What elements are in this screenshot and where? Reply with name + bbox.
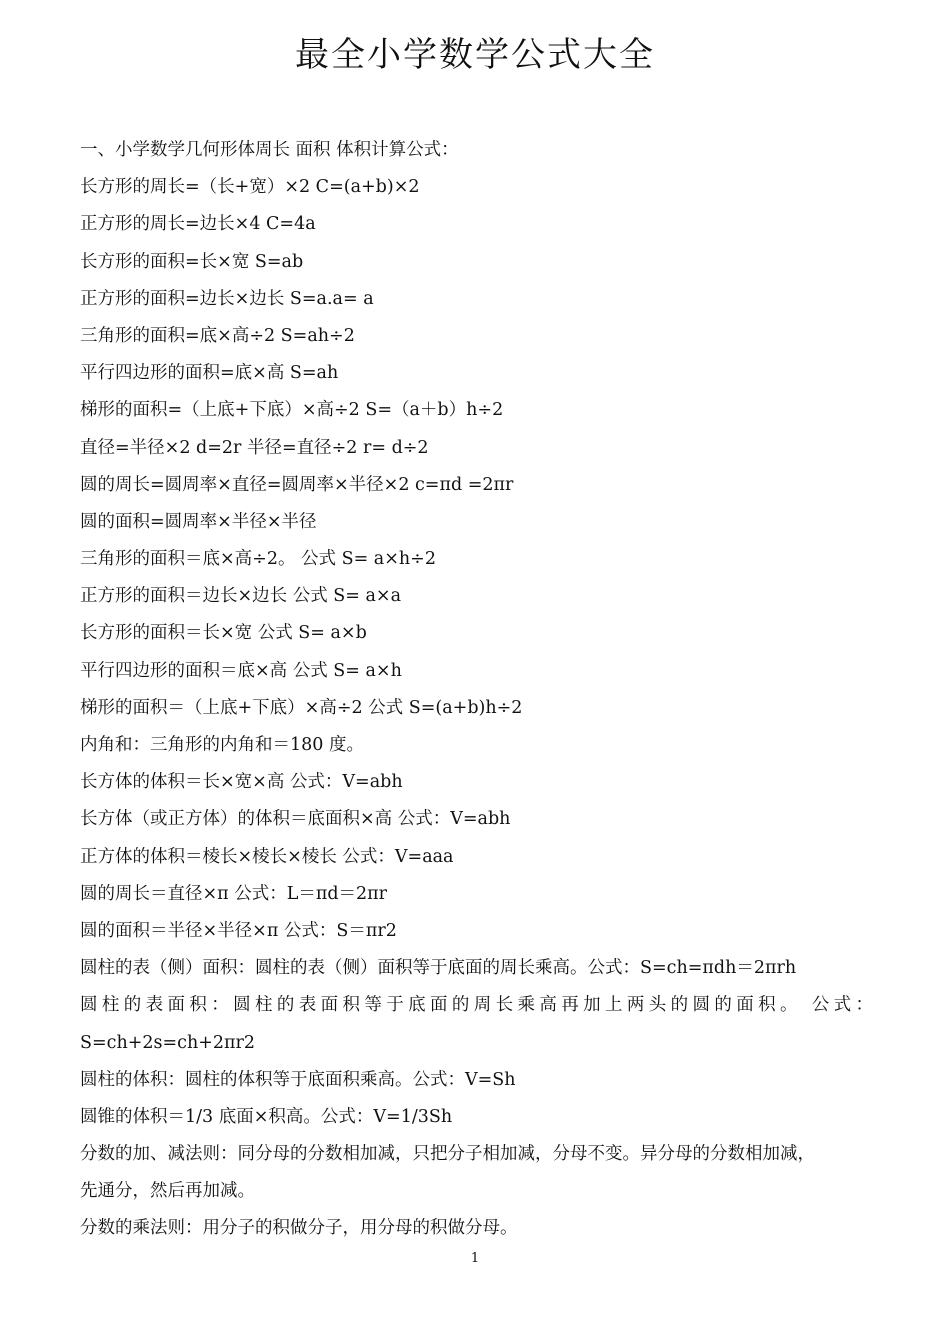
formula-line: 长方体的体积＝长×宽×高 公式：V=abh (80, 772, 403, 793)
page-number: 1 (470, 1251, 480, 1266)
formula-line: 长方形的面积＝长×宽 公式 S= a×b (80, 623, 367, 644)
formula-line: 平行四边形的面积＝底×高 公式 S= a×h (80, 660, 402, 681)
formula-line: 长方形的周长=（长+宽）×2 C=(a+b)×2 (80, 177, 420, 198)
formula-line: 分数的加、减法则：同分母的分数相加减，只把分子相加减，分母不变。异分母的分数相加减， (80, 1144, 815, 1165)
formula-line: 圆柱的表（侧）面积：圆柱的表（侧）面积等于底面的周长乘高。公式：S=ch=πdh＝2πrh (80, 958, 797, 979)
formula-line: 圆的面积＝半径×半径×π 公式：S＝πr2 (80, 920, 397, 941)
formula-line: 圆的周长＝直径×π 公式：L＝πd＝2πr (80, 883, 388, 904)
formula-line: 先通分，然后再加减。 (80, 1181, 255, 1202)
page-title: 最全小学数学公式大全 (295, 35, 655, 75)
formula-line: 圆锥的体积＝1/3 底面×积高。公式：V=1/3Sh (80, 1106, 453, 1127)
formula-line: 圆的面积=圆周率×半径×半径 (80, 511, 317, 532)
formula-line: 直径=半径×2 d=2r 半径=直径÷2 r= d÷2 (80, 437, 429, 458)
formula-line: 长方形的面积=长×宽 S=ab (80, 251, 304, 272)
formula-line: 圆柱的表面积：圆柱的表面积等于底面的周长乘高再加上两头的圆的面积。 公式： (80, 995, 875, 1016)
formula-line: 圆的周长=圆周率×直径=圆周率×半径×2 c=πd =2πr (80, 474, 514, 495)
formula-line: 梯形的面积＝（上底+下底）×高÷2 公式 S=(a+b)h÷2 (80, 697, 523, 718)
formula-line: 长方体（或正方体）的体积＝底面积×高 公式：V=abh (80, 809, 511, 830)
formula-line: 正方形的面积=边长×边长 S=a.a= a (80, 288, 374, 309)
formula-line: 正方形的面积＝边长×边长 公式 S= a×a (80, 586, 402, 607)
document-body (80, 132, 875, 1248)
formula-line: 平行四边形的面积=底×高 S=ah (80, 363, 339, 384)
formula-line: 三角形的面积＝底×高÷2。 公式 S= a×h÷2 (80, 549, 436, 570)
formula-line: 正方形的周长=边长×4 C=4a (80, 214, 316, 235)
formula-line: 梯形的面积=（上底+下底）×高÷2 S=（a＋b）h÷2 (80, 400, 504, 421)
formula-line: 三角形的面积=底×高÷2 S=ah÷2 (80, 325, 355, 346)
formula-line: 正方体的体积＝棱长×棱长×棱长 公式：V=aaa (80, 846, 454, 867)
formula-line: 圆柱的体积：圆柱的体积等于底面积乘高。公式：V=Sh (80, 1069, 516, 1090)
formula-line: S=ch+2s=ch+2πr2 (80, 1032, 256, 1053)
section-heading: 一、小学数学几何形体周长 面积 体积计算公式： (80, 140, 459, 160)
formula-line: 内角和：三角形的内角和＝180 度。 (80, 735, 364, 755)
formula-line: 分数的乘法则：用分子的积做分子，用分母的积做分母。 (80, 1218, 518, 1239)
